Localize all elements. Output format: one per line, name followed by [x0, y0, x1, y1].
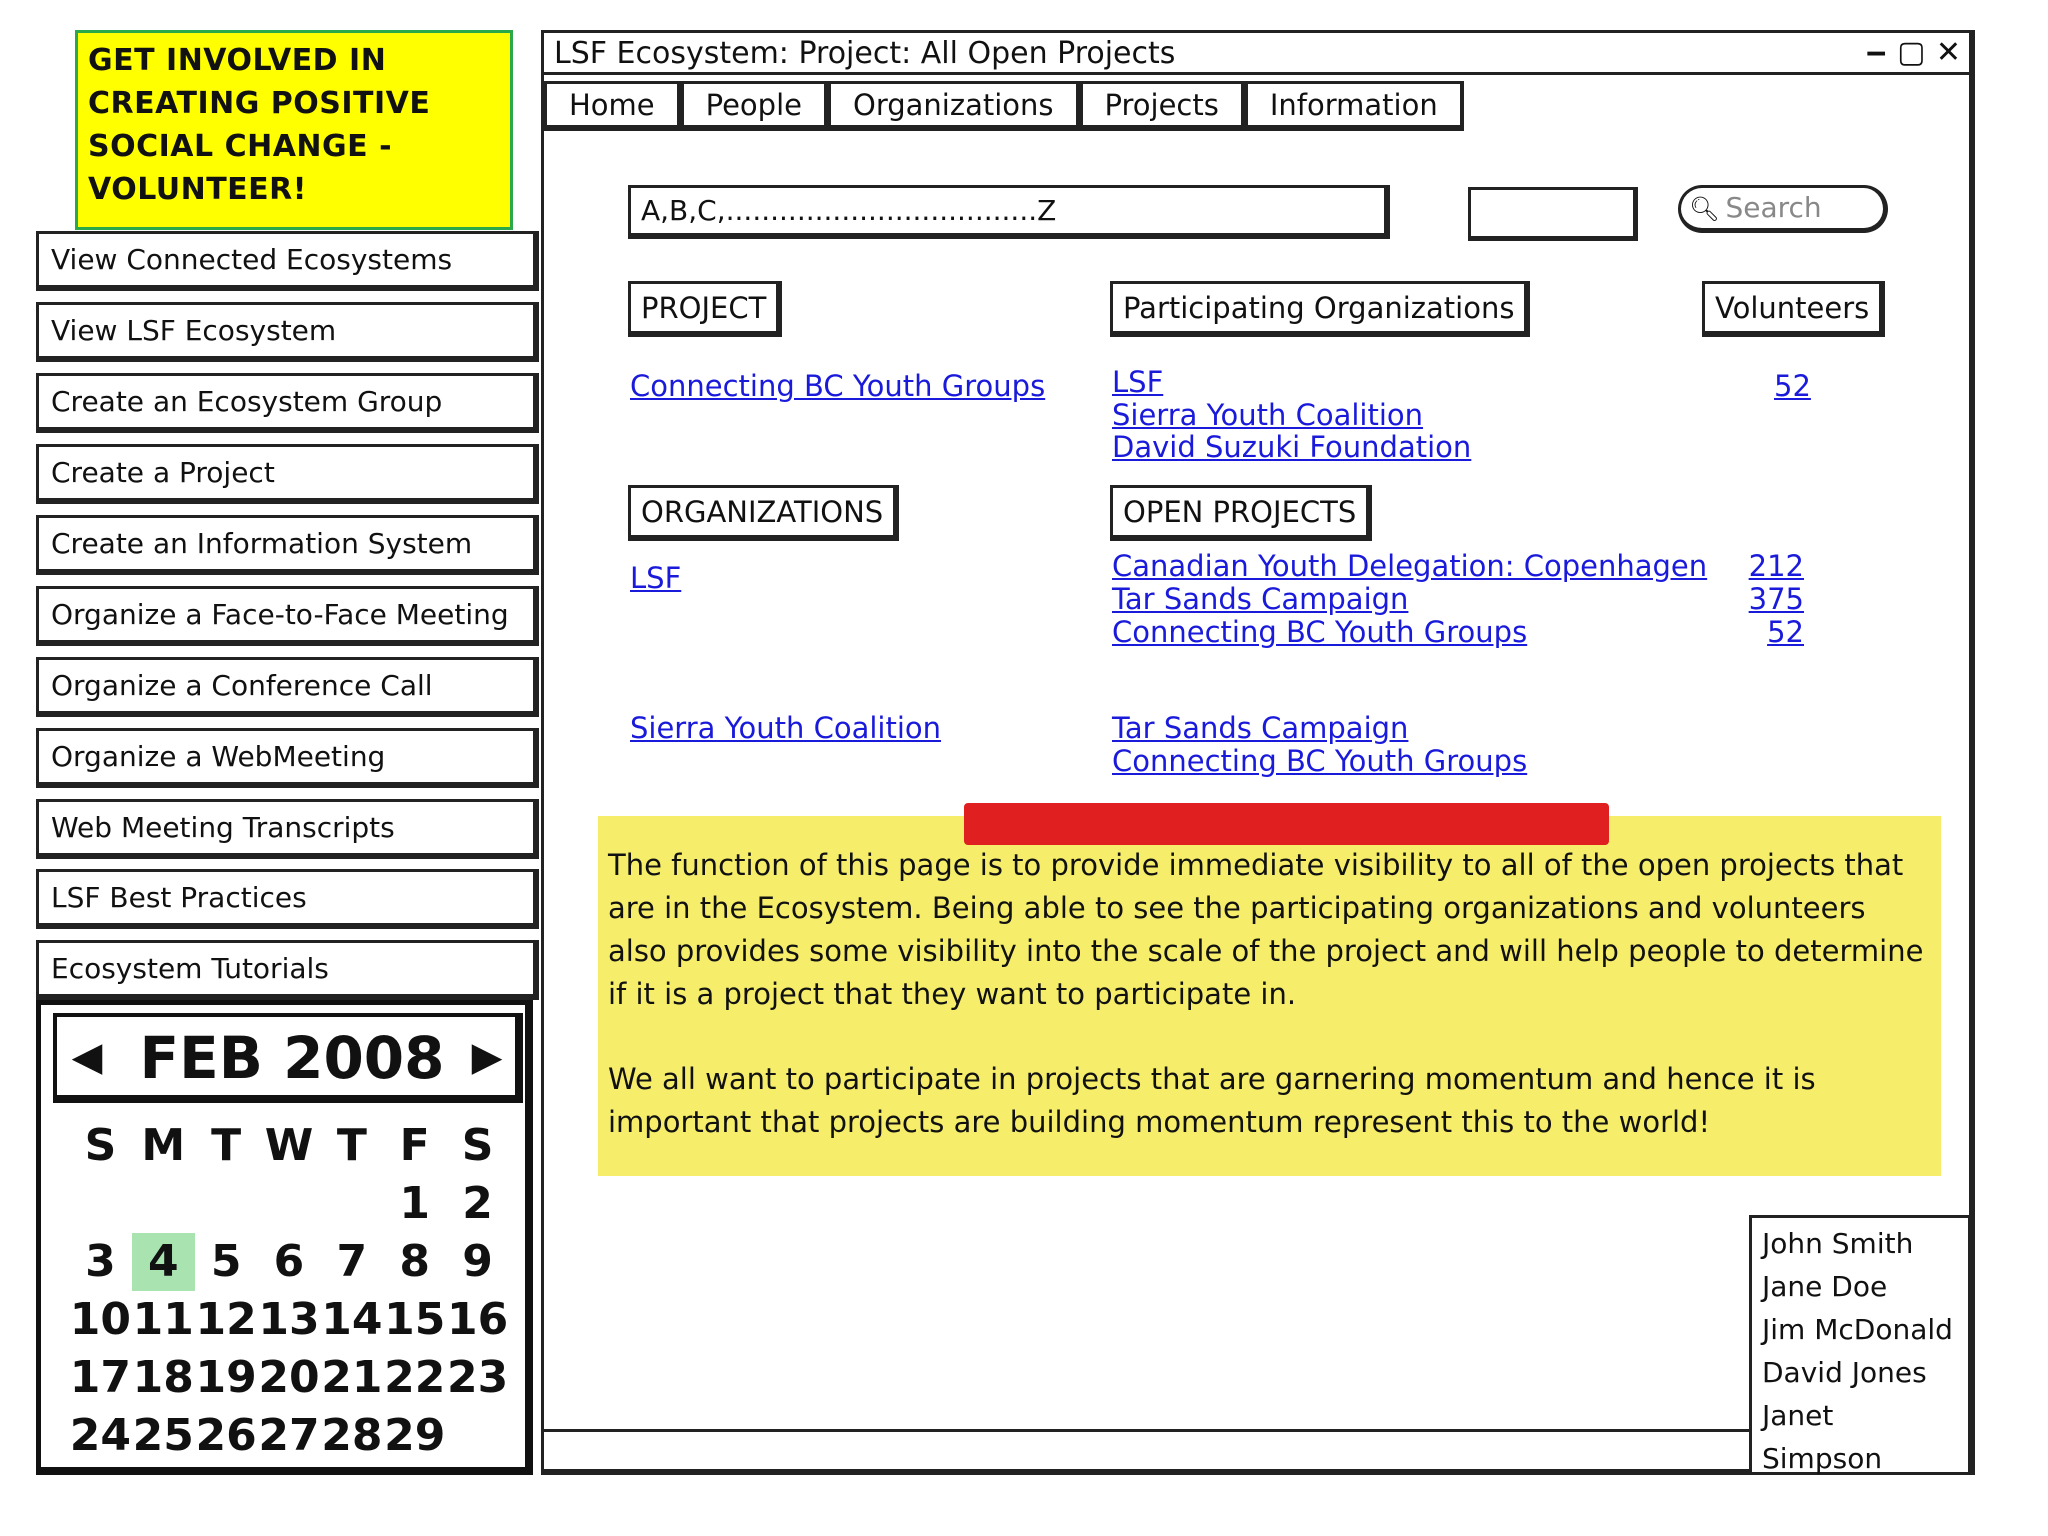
- calendar-header: [53, 1013, 523, 1103]
- calendar-weekday: W: [264, 1120, 314, 1171]
- sticky-note: [598, 816, 1941, 1176]
- banner-line: SOCIAL CHANGE -: [88, 129, 393, 164]
- main-window: [541, 30, 1975, 1475]
- users-list: [1749, 1215, 1973, 1475]
- calendar-weekday: S: [84, 1120, 117, 1171]
- alphabet-filter[interactable]: A,B,C,...................................Z: [628, 185, 1390, 239]
- header-project: PROJECT: [628, 281, 782, 337]
- calendar-blank: [258, 1175, 321, 1233]
- banner-line: VOLUNTEER!: [88, 172, 307, 207]
- header-participating-organizations: Participating Organizations: [1110, 281, 1530, 337]
- banner-line: GET INVOLVED IN: [88, 43, 387, 78]
- calendar-prev-icon[interactable]: ◀: [71, 1034, 103, 1080]
- tab-home[interactable]: Home: [544, 81, 681, 131]
- nav-ecosystem-tutorials[interactable]: Ecosystem Tutorials: [36, 940, 539, 1000]
- banner-line: CREATING POSITIVE: [88, 86, 431, 121]
- calendar-day[interactable]: 29: [384, 1410, 446, 1461]
- calendar-day[interactable]: 6: [273, 1236, 305, 1287]
- search-placeholder: Search: [1725, 191, 1822, 224]
- header-open-projects: OPEN PROJECTS: [1110, 485, 1372, 541]
- calendar-day[interactable]: 4: [132, 1233, 195, 1291]
- calendar-day[interactable]: 15: [384, 1294, 446, 1345]
- search-icon: 🔍︎: [1689, 195, 1720, 223]
- nav-organize-face-to-face[interactable]: Organize a Face-to-Face Meeting: [36, 586, 539, 646]
- calendar-day[interactable]: 1: [399, 1178, 431, 1229]
- calendar-day[interactable]: 17: [69, 1352, 132, 1403]
- calendar-blank: [69, 1175, 132, 1233]
- org-link[interactable]: David Suzuki Foundation: [1112, 430, 1472, 464]
- project-link[interactable]: Connecting BC Youth Groups: [630, 369, 1046, 403]
- header-organizations: ORGANIZATIONS: [628, 485, 899, 541]
- user-item[interactable]: Janet Simpson: [1762, 1399, 1883, 1475]
- nav-web-meeting-transcripts[interactable]: Web Meeting Transcripts: [36, 799, 539, 859]
- project-link[interactable]: Tar Sands Campaign: [1112, 711, 1409, 745]
- calendar-day[interactable]: 13: [258, 1294, 320, 1345]
- calendar-day[interactable]: 14: [321, 1294, 383, 1345]
- calendar-grid: [69, 1117, 509, 1467]
- calendar-month: FEB 2008: [139, 1024, 445, 1092]
- user-item[interactable]: Jim McDonald: [1762, 1313, 1953, 1346]
- calendar-day[interactable]: 2: [462, 1178, 493, 1229]
- calendar-next-icon[interactable]: ▶: [471, 1034, 503, 1080]
- calendar-day[interactable]: 21: [321, 1352, 383, 1403]
- calendar-day[interactable]: 16: [446, 1294, 509, 1345]
- window-controls-icon[interactable]: ‒ ▢ ✕: [1865, 35, 1961, 70]
- nav-view-lsf-ecosystem[interactable]: View LSF Ecosystem: [36, 302, 539, 362]
- calendar-weekday: T: [211, 1120, 242, 1171]
- user-item[interactable]: Jane Doe: [1762, 1270, 1888, 1303]
- volunteer-count-link[interactable]: 52: [1767, 615, 1804, 649]
- calendar-day[interactable]: 9: [462, 1236, 493, 1287]
- calendar-day[interactable]: 10: [69, 1294, 132, 1345]
- calendar-day[interactable]: 22: [384, 1352, 446, 1403]
- calendar-day[interactable]: 25: [132, 1410, 194, 1461]
- calendar-day[interactable]: 26: [195, 1410, 257, 1461]
- project-link[interactable]: Tar Sands Campaign: [1112, 582, 1409, 616]
- volunteer-count-link[interactable]: 375: [1748, 582, 1804, 616]
- volunteer-banner: [75, 30, 513, 230]
- user-item[interactable]: David Jones: [1762, 1356, 1927, 1389]
- calendar-day[interactable]: 20: [258, 1352, 320, 1403]
- calendar-weekday: S: [461, 1120, 494, 1171]
- tape-strip: [964, 803, 1609, 845]
- calendar-day[interactable]: 28: [321, 1410, 383, 1461]
- project-link[interactable]: Connecting BC Youth Groups: [1112, 744, 1528, 778]
- window-title: LSF Ecosystem: Project: All Open Projects: [544, 33, 1969, 75]
- nav-create-ecosystem-group[interactable]: Create an Ecosystem Group: [36, 373, 539, 433]
- search-input[interactable]: [1678, 185, 1888, 233]
- nav-organize-webmeeting[interactable]: Organize a WebMeeting: [36, 728, 539, 788]
- volunteer-count-link[interactable]: 52: [1774, 369, 1811, 403]
- calendar-day[interactable]: 24: [69, 1410, 132, 1461]
- org-link[interactable]: Sierra Youth Coalition: [630, 711, 942, 745]
- calendar-widget: [36, 1000, 533, 1475]
- tab-information[interactable]: Information: [1245, 81, 1464, 131]
- volunteer-count-link[interactable]: 212: [1748, 549, 1804, 583]
- org-link[interactable]: LSF: [630, 561, 682, 595]
- calendar-day[interactable]: 19: [195, 1352, 257, 1403]
- nav-lsf-best-practices[interactable]: LSF Best Practices: [36, 869, 539, 929]
- status-bar: [544, 1429, 1749, 1477]
- calendar-day[interactable]: 18: [132, 1352, 194, 1403]
- nav-create-project[interactable]: Create a Project: [36, 444, 539, 504]
- header-volunteers: Volunteers: [1702, 281, 1885, 337]
- calendar-day[interactable]: 23: [446, 1352, 509, 1403]
- project-link[interactable]: Canadian Youth Delegation: Copenhagen: [1112, 549, 1708, 583]
- note-paragraph: The function of this page is to provide immediate visibility to all of the open projects that are in the Ecosystem. Being able to see the participating organizations and volunteers also provides some visibility into the scale of the project and will help people to determine if it is a project that they want to participate in.: [608, 848, 1924, 1011]
- calendar-day[interactable]: 7: [336, 1236, 368, 1287]
- filter-input[interactable]: [1468, 187, 1638, 241]
- tab-bar: [544, 81, 1464, 133]
- note-paragraph: We all want to participate in projects that are garnering momentum and hence it is important that projects are building momentum represent this to the world!: [608, 1062, 1816, 1139]
- calendar-day[interactable]: 27: [258, 1410, 320, 1461]
- calendar-blank: [195, 1175, 258, 1233]
- calendar-weekday: T: [336, 1120, 367, 1171]
- tab-projects[interactable]: Projects: [1080, 81, 1245, 131]
- org-link[interactable]: Sierra Youth Coalition: [1112, 398, 1424, 432]
- nav-view-connected-ecosystems[interactable]: View Connected Ecosystems: [36, 231, 539, 291]
- calendar-weekday: F: [399, 1120, 430, 1171]
- org-link[interactable]: LSF: [1112, 365, 1164, 399]
- calendar-day[interactable]: 8: [399, 1236, 431, 1287]
- project-link[interactable]: Connecting BC Youth Groups: [1112, 615, 1528, 649]
- calendar-day[interactable]: 11: [132, 1294, 194, 1345]
- calendar-weekday: M: [141, 1120, 186, 1171]
- calendar-blank: [132, 1175, 195, 1233]
- calendar-day[interactable]: 12: [195, 1294, 257, 1345]
- calendar-blank: [320, 1175, 383, 1233]
- tab-people[interactable]: People: [681, 81, 828, 131]
- user-item[interactable]: John Smith: [1762, 1227, 1914, 1260]
- calendar-day[interactable]: 5: [210, 1236, 242, 1287]
- calendar-day[interactable]: 3: [85, 1236, 116, 1287]
- tab-organizations[interactable]: Organizations: [828, 81, 1080, 131]
- nav-create-information-system[interactable]: Create an Information System: [36, 515, 539, 575]
- nav-organize-conference-call[interactable]: Organize a Conference Call: [36, 657, 539, 717]
